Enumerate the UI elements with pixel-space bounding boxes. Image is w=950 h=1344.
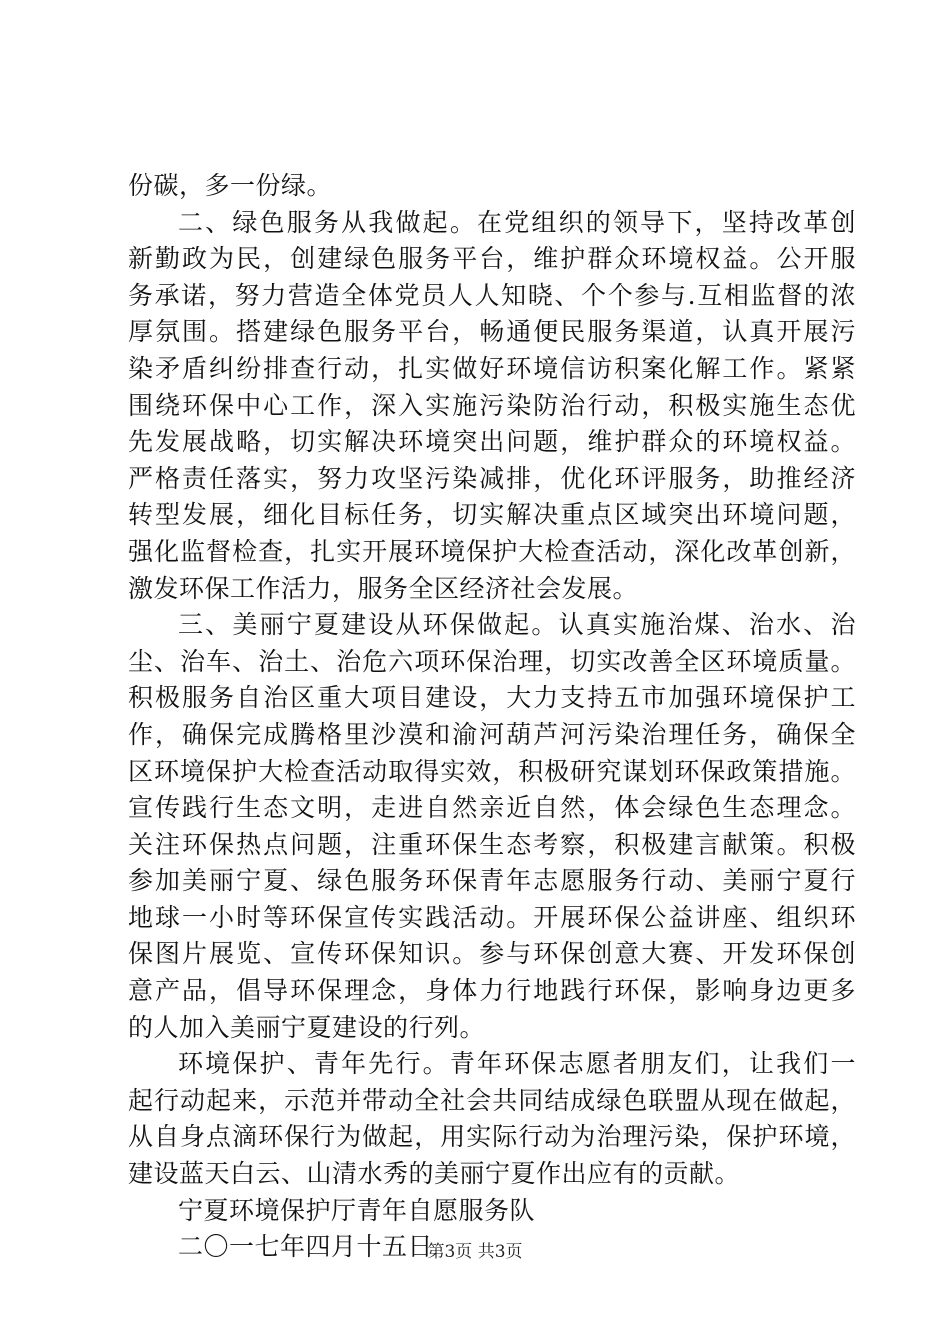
text-line: 先发展战略，切实解决环境突出问题，维护群众的环境权益。: [128, 427, 856, 457]
text-line: 份碳，多一份绿。: [128, 171, 333, 200]
text-line: 二、绿色服务从我做起。在党组织的领导下，坚持改革创: [178, 207, 856, 237]
text-line: 区环境保护大检查活动取得实效，积极研究谋划环保政策措施。: [128, 756, 856, 786]
text-line: 起行动起来，示范并带动全社会共同结成绿色联盟从现在做起，: [128, 1085, 856, 1115]
text-line: 新勤政为民，创建绿色服务平台，维护群众环境权益。公开服: [128, 244, 856, 274]
text-line: 宁夏环境保护厅青年自愿服务队: [178, 1195, 536, 1225]
text-line: 强化监督检查，扎实开展环境保护大检查活动，深化改革创新，: [128, 536, 856, 566]
text-line: 的人加入美丽宁夏建设的行列。: [128, 1012, 486, 1042]
text-line: 务承诺，努力营造全体党员人人知晓、个个参与.互相监督的浓: [128, 280, 856, 310]
text-line: 围绕环保中心工作，深入实施污染防治行动，积极实施生态优: [128, 390, 856, 420]
text-line: 染矛盾纠纷排查行动，扎实做好环境信访积案化解工作。紧紧: [128, 353, 856, 383]
text-line: 环境保护、青年先行。青年环保志愿者朋友们，让我们一: [178, 1049, 856, 1079]
document-body: [128, 168, 856, 1266]
text-line: 建设蓝天白云、山清水秀的美丽宁夏作出应有的贡献。: [128, 1159, 741, 1189]
text-line: 参加美丽宁夏、绿色服务环保青年志愿服务行动、美丽宁夏行: [128, 866, 856, 896]
text-line: 地球一小时等环保宣传实践活动。开展环保公益讲座、组织环: [128, 902, 856, 932]
page-footer: 第3页 共3页: [427, 1242, 523, 1262]
text-line: 转型发展，细化目标任务，切实解决重点区域突出环境问题，: [128, 500, 856, 530]
text-line: 保图片展览、宣传环保知识。参与环保创意大赛、开发环保创: [128, 939, 856, 969]
text-line: 积极服务自治区重大项目建设，大力支持五市加强环境保护工: [128, 683, 856, 713]
text-line: 二〇一七年四月十五日: [178, 1232, 434, 1262]
text-line: 三、美丽宁夏建设从环保做起。认真实施治煤、治水、治: [178, 610, 856, 640]
text-line: 严格责任落实，努力攻坚污染减排，优化环评服务，助推经济: [128, 463, 856, 493]
text-line: 意产品，倡导环保理念，身体力行地践行环保，影响身边更多: [128, 976, 856, 1006]
text-line: 厚氛围。搭建绿色服务平台，畅通便民服务渠道，认真开展污: [128, 317, 856, 347]
text-line: 关注环保热点问题，注重环保生态考察，积极建言献策。积极: [128, 829, 856, 859]
text-line: 尘、治车、治土、治危六项环保治理，切实改善全区环境质量。: [128, 646, 856, 676]
text-line: 从自身点滴环保行为做起，用实际行动为治理污染，保护环境，: [128, 1122, 856, 1152]
text-line: 作，确保完成腾格里沙漠和渝河葫芦河污染治理任务，确保全: [128, 719, 856, 749]
text-line: 激发环保工作活力，服务全区经济社会发展。: [128, 573, 639, 603]
text-line: 宣传践行生态文明，走进自然亲近自然，体会绿色生态理念。: [128, 793, 856, 823]
